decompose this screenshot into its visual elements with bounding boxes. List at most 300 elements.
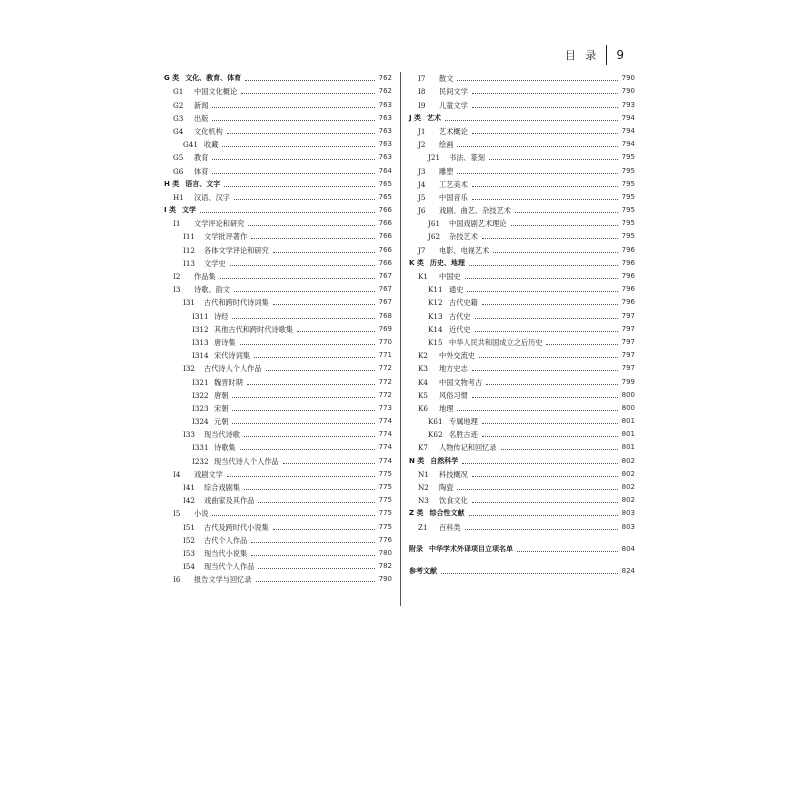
toc-entry[interactable] [409,98,635,111]
toc-entry-title: 戏剧、曲艺、杂技艺术 [439,206,511,216]
toc-entry-page: 802 [621,469,635,478]
toc-entry-code: K6 [418,403,428,413]
toc-entry-code: 附录 [409,544,423,553]
column-divider [400,72,401,606]
toc-entry-code: K1 [418,272,428,281]
toc-entry[interactable] [164,547,392,560]
toc-entry[interactable] [409,323,635,336]
toc-entry-page: 795 [621,153,635,162]
toc-entry-page: 766 [378,219,392,228]
toc-entry-code: H 类 [164,179,180,188]
toc-entry[interactable] [164,296,392,309]
toc-entry[interactable] [164,323,392,336]
toc-entry[interactable] [164,191,392,204]
toc-entry-page: 763 [378,140,392,149]
toc-entry-page: 774 [378,443,392,452]
toc-entry-code: J21 [428,153,441,163]
toc-category-entry[interactable] [409,257,635,270]
toc-entry-page: 795 [621,232,635,241]
toc-entry[interactable] [164,494,392,507]
toc-entry-title: 中华学术外译项目立项名单 [429,544,513,553]
toc-entry-title: 中国文物考古 [439,377,483,387]
toc-entry[interactable] [164,112,392,125]
toc-entry-code: I 类 [164,206,177,215]
toc-entry-page: 800 [621,390,635,399]
toc-entry-title: 文化机构 [194,126,223,136]
toc-entry-title: 体育 [194,166,209,176]
toc-entry-title: 绘画 [439,140,454,150]
toc-dot-leader [472,502,618,503]
toc-dot-leader [232,318,374,319]
toc-entry-code: G4 [173,126,184,136]
toc-entry-code: I5 [173,509,181,519]
toc-entry-page: 793 [621,100,635,109]
toc-entry-page: 797 [621,351,635,360]
toc-entry-code: I31 [183,298,195,308]
toc-dot-leader [472,186,618,187]
toc-entry-page: 765 [378,179,392,188]
toc-entry-page: 769 [378,324,392,333]
toc-entry-page: 767 [378,272,392,280]
toc-entry[interactable] [164,98,392,111]
toc-entry[interactable] [409,191,635,204]
toc-dot-leader [465,529,618,530]
toc-entry-code: I4 [173,469,181,479]
toc-entry-code: J7 [418,245,426,255]
toc-dot-leader [472,93,618,94]
toc-entry[interactable] [409,243,635,256]
toc-entry[interactable] [409,151,635,164]
toc-entry-page: 766 [378,258,392,267]
toc-entry[interactable] [164,428,392,441]
toc-dot-leader [212,120,374,121]
toc-dot-leader [457,410,617,411]
toc-entry-code: 参考文献 [409,566,437,575]
toc-entry-title: 文学评论和研究 [194,219,245,229]
toc-entry-code: I331 [192,443,209,453]
toc-dot-leader [479,357,618,358]
toc-entry-page: 780 [378,548,392,557]
toc-entry[interactable] [164,402,392,415]
toc-entry-code: K14 [428,324,443,334]
toc-entry-code: I2 [173,272,181,281]
toc-entry-page: 775 [378,496,392,505]
toc-entry[interactable] [409,178,635,191]
toc-entry-page: 790 [621,87,635,96]
toc-entry-title: 收藏 [204,140,219,150]
toc-entry[interactable] [409,481,635,494]
toc-entry[interactable] [164,481,392,494]
toc-dot-leader [472,397,618,398]
toc-entry-page: 797 [621,324,635,333]
toc-dot-leader [212,159,374,160]
toc-dot-leader [244,436,375,437]
toc-entry-title: 中华人民共和国成立之后历史 [449,337,543,347]
toc-entry-title: 名胜古迹 [449,430,478,440]
toc-entry-code: I52 [183,535,195,545]
toc-entry-code: K3 [418,364,428,374]
toc-entry-code: J4 [418,179,426,189]
toc-entry-code: I41 [183,483,195,492]
toc-entry-title: 中外交流史 [439,351,475,361]
toc-entry-page: 765 [378,192,392,201]
toc-entry[interactable] [164,375,392,388]
page-number: 9 [616,48,624,62]
toc-entry[interactable] [409,441,635,454]
toc-entry[interactable] [164,349,392,362]
toc-entry[interactable] [409,336,635,349]
toc-dot-leader [469,515,618,516]
toc-entry-title: 民间文学 [439,87,468,97]
toc-entry-title: 文化、教育、体育 [185,74,242,83]
toc-entry-title: 饮食文化 [439,496,468,506]
toc-entry[interactable] [409,402,635,415]
toc-entry-title: 综合戏剧集 [204,483,240,492]
toc-entry[interactable] [164,151,392,164]
toc-dot-leader [467,291,617,292]
toc-entry-code: G5 [173,153,184,163]
toc-entry[interactable] [409,468,635,481]
toc-entry-page: 795 [621,166,635,175]
toc-entry-code: G1 [173,87,184,97]
toc-entry-title: 百科类 [439,522,461,532]
toc-entry-page: 772 [378,377,392,386]
toc-entry[interactable] [164,138,392,151]
toc-entry-code: K 类 [409,258,424,267]
toc-entry-code: G2 [173,100,184,110]
toc-entry[interactable] [409,217,635,230]
toc-entry-title: 古代及跨时代小说集 [204,522,269,532]
toc-entry-page: 797 [621,337,635,346]
toc-entry-page: 767 [378,285,392,294]
toc-entry[interactable] [164,164,392,177]
toc-entry-page: 802 [621,483,635,491]
toc-entry-page: 801 [621,430,635,439]
toc-entry-title: 现当代诗人个人作品 [214,456,279,466]
toc-entry-title: 各体文学评论和研究 [204,245,269,255]
toc-entry-code: N 类 [409,456,425,465]
toc-entry[interactable] [409,362,635,375]
toc-entry-code: I33 [183,430,195,440]
toc-entry-title: 地理 [439,403,454,413]
toc-entry-page: 775 [378,483,392,491]
toc-dot-leader [227,476,375,477]
toc-entry-code: I312 [192,324,209,334]
toc-dot-leader [258,568,374,569]
toc-entry[interactable] [409,349,635,362]
toc-entry-page: 794 [621,126,635,135]
toc-entry-code: I11 [183,232,195,242]
toc-entry-title: 现当代诗歌 [204,430,240,440]
toc-dot-leader [283,463,375,464]
toc-entry[interactable] [164,560,392,573]
toc-entry[interactable] [164,283,392,296]
toc-category-entry[interactable] [409,507,635,520]
toc-entry-page: 796 [621,245,635,254]
toc-entry-title: 古代个人作品 [204,535,248,545]
toc-entry-title: 雕塑 [439,166,454,176]
toc-dot-leader [469,265,618,266]
toc-entry-code: G3 [173,113,184,123]
toc-dot-leader [240,449,375,450]
toc-entry-title: 戏剧文学 [194,469,223,479]
running-header-title: 目 录 [564,49,600,62]
toc-dot-leader [472,107,618,108]
toc-dot-leader [244,489,375,490]
toc-entry-code: J5 [418,192,426,202]
toc-entry[interactable] [164,507,392,520]
toc-entry-code: I1 [173,219,181,229]
toc-entry-title: 风俗习惯 [439,390,468,400]
toc-entry-page: 772 [378,390,392,399]
toc-entry-title: 元朝 [214,417,229,427]
toc-entry-code: K7 [418,443,428,453]
toc-entry-title: 科技概况 [439,469,468,479]
toc-entry-code: I53 [183,548,195,558]
toc-entry-code: I324 [192,417,209,427]
toc-entry[interactable] [409,72,635,85]
toc-entry-title: 诗歌集 [214,443,236,453]
header-divider [606,45,607,65]
toc-spacer [409,534,635,539]
toc-entry-page: 773 [378,403,392,412]
toc-entry-code: I311 [192,311,209,321]
toc-entry-title: 陶瓷 [439,483,454,492]
toc-entry-code: J62 [428,232,441,242]
toc-entry-title: 书法、篆刻 [449,153,485,163]
toc-entry[interactable] [409,138,635,151]
toc-entry[interactable] [409,428,635,441]
toc-entry-page: 795 [621,179,635,188]
toc-entry[interactable] [409,204,635,217]
toc-category-entry[interactable] [164,72,392,85]
toc-entry[interactable] [164,534,392,547]
toc-entry-title: 现当代小说集 [204,548,248,558]
toc-entry[interactable] [164,243,392,256]
toc-entry-code: I321 [192,377,209,387]
toc-entry[interactable] [164,454,392,467]
toc-entry-code: K2 [418,351,428,361]
toc-entry-title: 工艺美术 [439,179,468,189]
toc-entry-code: I323 [192,403,209,413]
toc-entry-code: I13 [183,258,195,268]
toc-entry-title: 杂技艺术 [449,232,478,242]
toc-entry-code: K61 [428,417,443,427]
toc-entry[interactable] [409,85,635,98]
toc-entry-code: J61 [428,219,441,229]
toc-right-column [409,72,635,578]
toc-dot-leader [251,238,374,239]
toc-entry-code: I313 [192,337,209,347]
toc-entry-code: H1 [173,192,184,202]
toc-entry-code: G41 [183,140,198,150]
toc-entry-title: 儿童文学 [439,100,468,110]
toc-entry[interactable] [164,520,392,533]
toc-entry[interactable] [164,415,392,428]
toc-entry-page: 768 [378,311,392,320]
toc-dot-leader [232,410,374,411]
toc-entry-code: J6 [418,206,426,216]
toc-category-entry[interactable] [164,178,392,191]
toc-category-entry[interactable] [409,541,635,556]
toc-entry-title: 文学批评著作 [204,232,248,242]
toc-entry-title: 魏晋时期 [214,377,243,387]
toc-entry-page: 772 [378,364,392,373]
toc-entry[interactable] [164,336,392,349]
toc-dot-leader [232,423,374,424]
toc-entry-code: J2 [418,140,426,150]
toc-dot-leader [465,278,618,279]
toc-dot-leader [486,384,617,385]
toc-dot-leader [245,80,374,81]
toc-entry[interactable] [164,362,392,375]
toc-entry-page: 766 [378,245,392,254]
toc-dot-leader [212,173,374,174]
toc-entry-code: I322 [192,390,209,400]
toc-entry[interactable] [164,217,392,230]
toc-entry-code: I3 [173,285,181,295]
toc-dot-leader [227,133,375,134]
toc-entry-page: 796 [621,258,635,267]
toc-dot-leader [482,238,618,239]
toc-entry-title: 语言、文字 [185,179,221,188]
toc-entry-code: J3 [418,166,426,176]
toc-entry-title: 诗经 [214,311,229,321]
toc-entry-code: K11 [428,285,443,295]
toc-dot-leader [248,225,374,226]
toc-entry[interactable] [164,441,392,454]
toc-entry-page: 795 [621,219,635,228]
toc-entry-page: 801 [621,443,635,452]
toc-entry[interactable] [164,257,392,270]
toc-entry-code: I6 [173,575,181,585]
toc-entry-title: 新闻 [194,100,209,110]
toc-category-entry[interactable] [409,454,635,467]
toc-entry-title: 文学 [182,206,197,215]
toc-entry[interactable] [409,125,635,138]
toc-entry[interactable] [409,296,635,309]
toc-category-entry[interactable] [409,563,635,578]
toc-entry-code: I7 [418,74,426,84]
toc-entry[interactable] [409,375,635,388]
toc-entry[interactable] [164,389,392,402]
toc-dot-leader [200,212,375,213]
toc-entry[interactable] [409,309,635,322]
toc-entry[interactable] [409,164,635,177]
toc-entry-code: K62 [428,430,443,440]
toc-entry-page: 796 [621,298,635,307]
toc-entry[interactable] [164,125,392,138]
toc-entry[interactable] [409,520,635,533]
toc-dot-leader [517,551,618,552]
toc-dot-leader [234,199,375,200]
toc-entry-code: I51 [183,522,195,532]
toc-entry-title: 地方史志 [439,364,468,374]
toc-entry-page: 764 [378,166,392,175]
toc-entry-title: 小说 [194,509,209,519]
toc-entry-title: 电影、电视艺术 [439,245,490,255]
toc-entry-title: 艺术 [427,113,442,122]
toc-dot-leader [482,304,618,305]
toc-entry[interactable] [164,230,392,243]
toc-entry-title: 古代和跨时代诗词集 [204,298,269,308]
toc-entry[interactable] [409,270,635,283]
toc-entry[interactable] [409,283,635,296]
toc-dot-leader [220,278,375,279]
toc-entry-page: 763 [378,126,392,135]
toc-entry-page: 763 [378,113,392,122]
toc-entry-page: 762 [378,74,392,83]
toc-entry-page: 795 [621,192,635,201]
toc-entry-code: Z1 [418,522,428,532]
toc-entry-page: 803 [621,522,635,531]
toc-dot-leader [511,225,618,226]
page-header [565,42,624,68]
toc-entry-title: 近代史 [449,324,471,334]
toc-entry-title: 宋代诗词集 [214,351,250,361]
toc-entry-title: 自然科学 [430,456,459,465]
toc-entry-title: 其他古代和跨时代诗歌集 [214,324,294,334]
toc-entry-title: 历史、地理 [429,258,465,267]
toc-entry-page: 797 [621,364,635,373]
toc-entry[interactable] [164,573,392,586]
toc-category-entry[interactable] [409,112,635,125]
toc-entry-page: 762 [378,87,392,96]
toc-dot-leader [475,331,618,332]
toc-entry-title: 中国文化概论 [194,87,238,97]
toc-entry-title: 现当代个人作品 [204,562,255,572]
toc-dot-leader [546,344,617,345]
toc-dot-leader [251,555,374,556]
toc-entry-page: 774 [378,430,392,439]
toc-dot-leader [212,515,374,516]
toc-entry-title: 教育 [194,153,209,163]
toc-dot-leader [441,573,618,574]
toc-entry-code: K13 [428,311,443,321]
toc-dot-leader [254,357,375,358]
toc-entry[interactable] [409,494,635,507]
toc-entry-page: 802 [621,456,635,465]
toc-dot-leader [258,502,374,503]
toc-entry-code: K4 [418,377,428,387]
toc-category-entry[interactable] [164,204,392,217]
toc-entry[interactable] [164,85,392,98]
toc-dot-leader [457,80,617,81]
toc-entry-title: 唐诗集 [214,337,236,347]
toc-entry-code: I54 [183,562,195,572]
toc-dot-leader [493,252,617,253]
toc-entry-page: 794 [621,113,635,122]
toc-entry[interactable] [409,230,635,243]
toc-entry-code: J 类 [409,113,422,122]
toc-entry-code: K5 [418,390,428,400]
toc-entry[interactable] [409,415,635,428]
toc-entry-title: 宋朝 [214,403,229,413]
toc-entry-title: 人物传记和回忆录 [439,443,497,453]
toc-entry-code: I8 [418,87,426,97]
toc-dot-leader [273,252,375,253]
toc-entry[interactable] [164,270,392,283]
toc-entry-code: J1 [418,126,426,136]
toc-dot-leader [501,449,618,450]
toc-dot-leader [489,159,618,160]
toc-dot-leader [273,304,375,305]
toc-entry-page: 763 [378,100,392,109]
toc-entry[interactable] [164,309,392,322]
toc-entry[interactable] [164,468,392,481]
toc-entry-title: 中国戏剧艺术理论 [449,219,507,229]
toc-entry[interactable] [409,389,635,402]
